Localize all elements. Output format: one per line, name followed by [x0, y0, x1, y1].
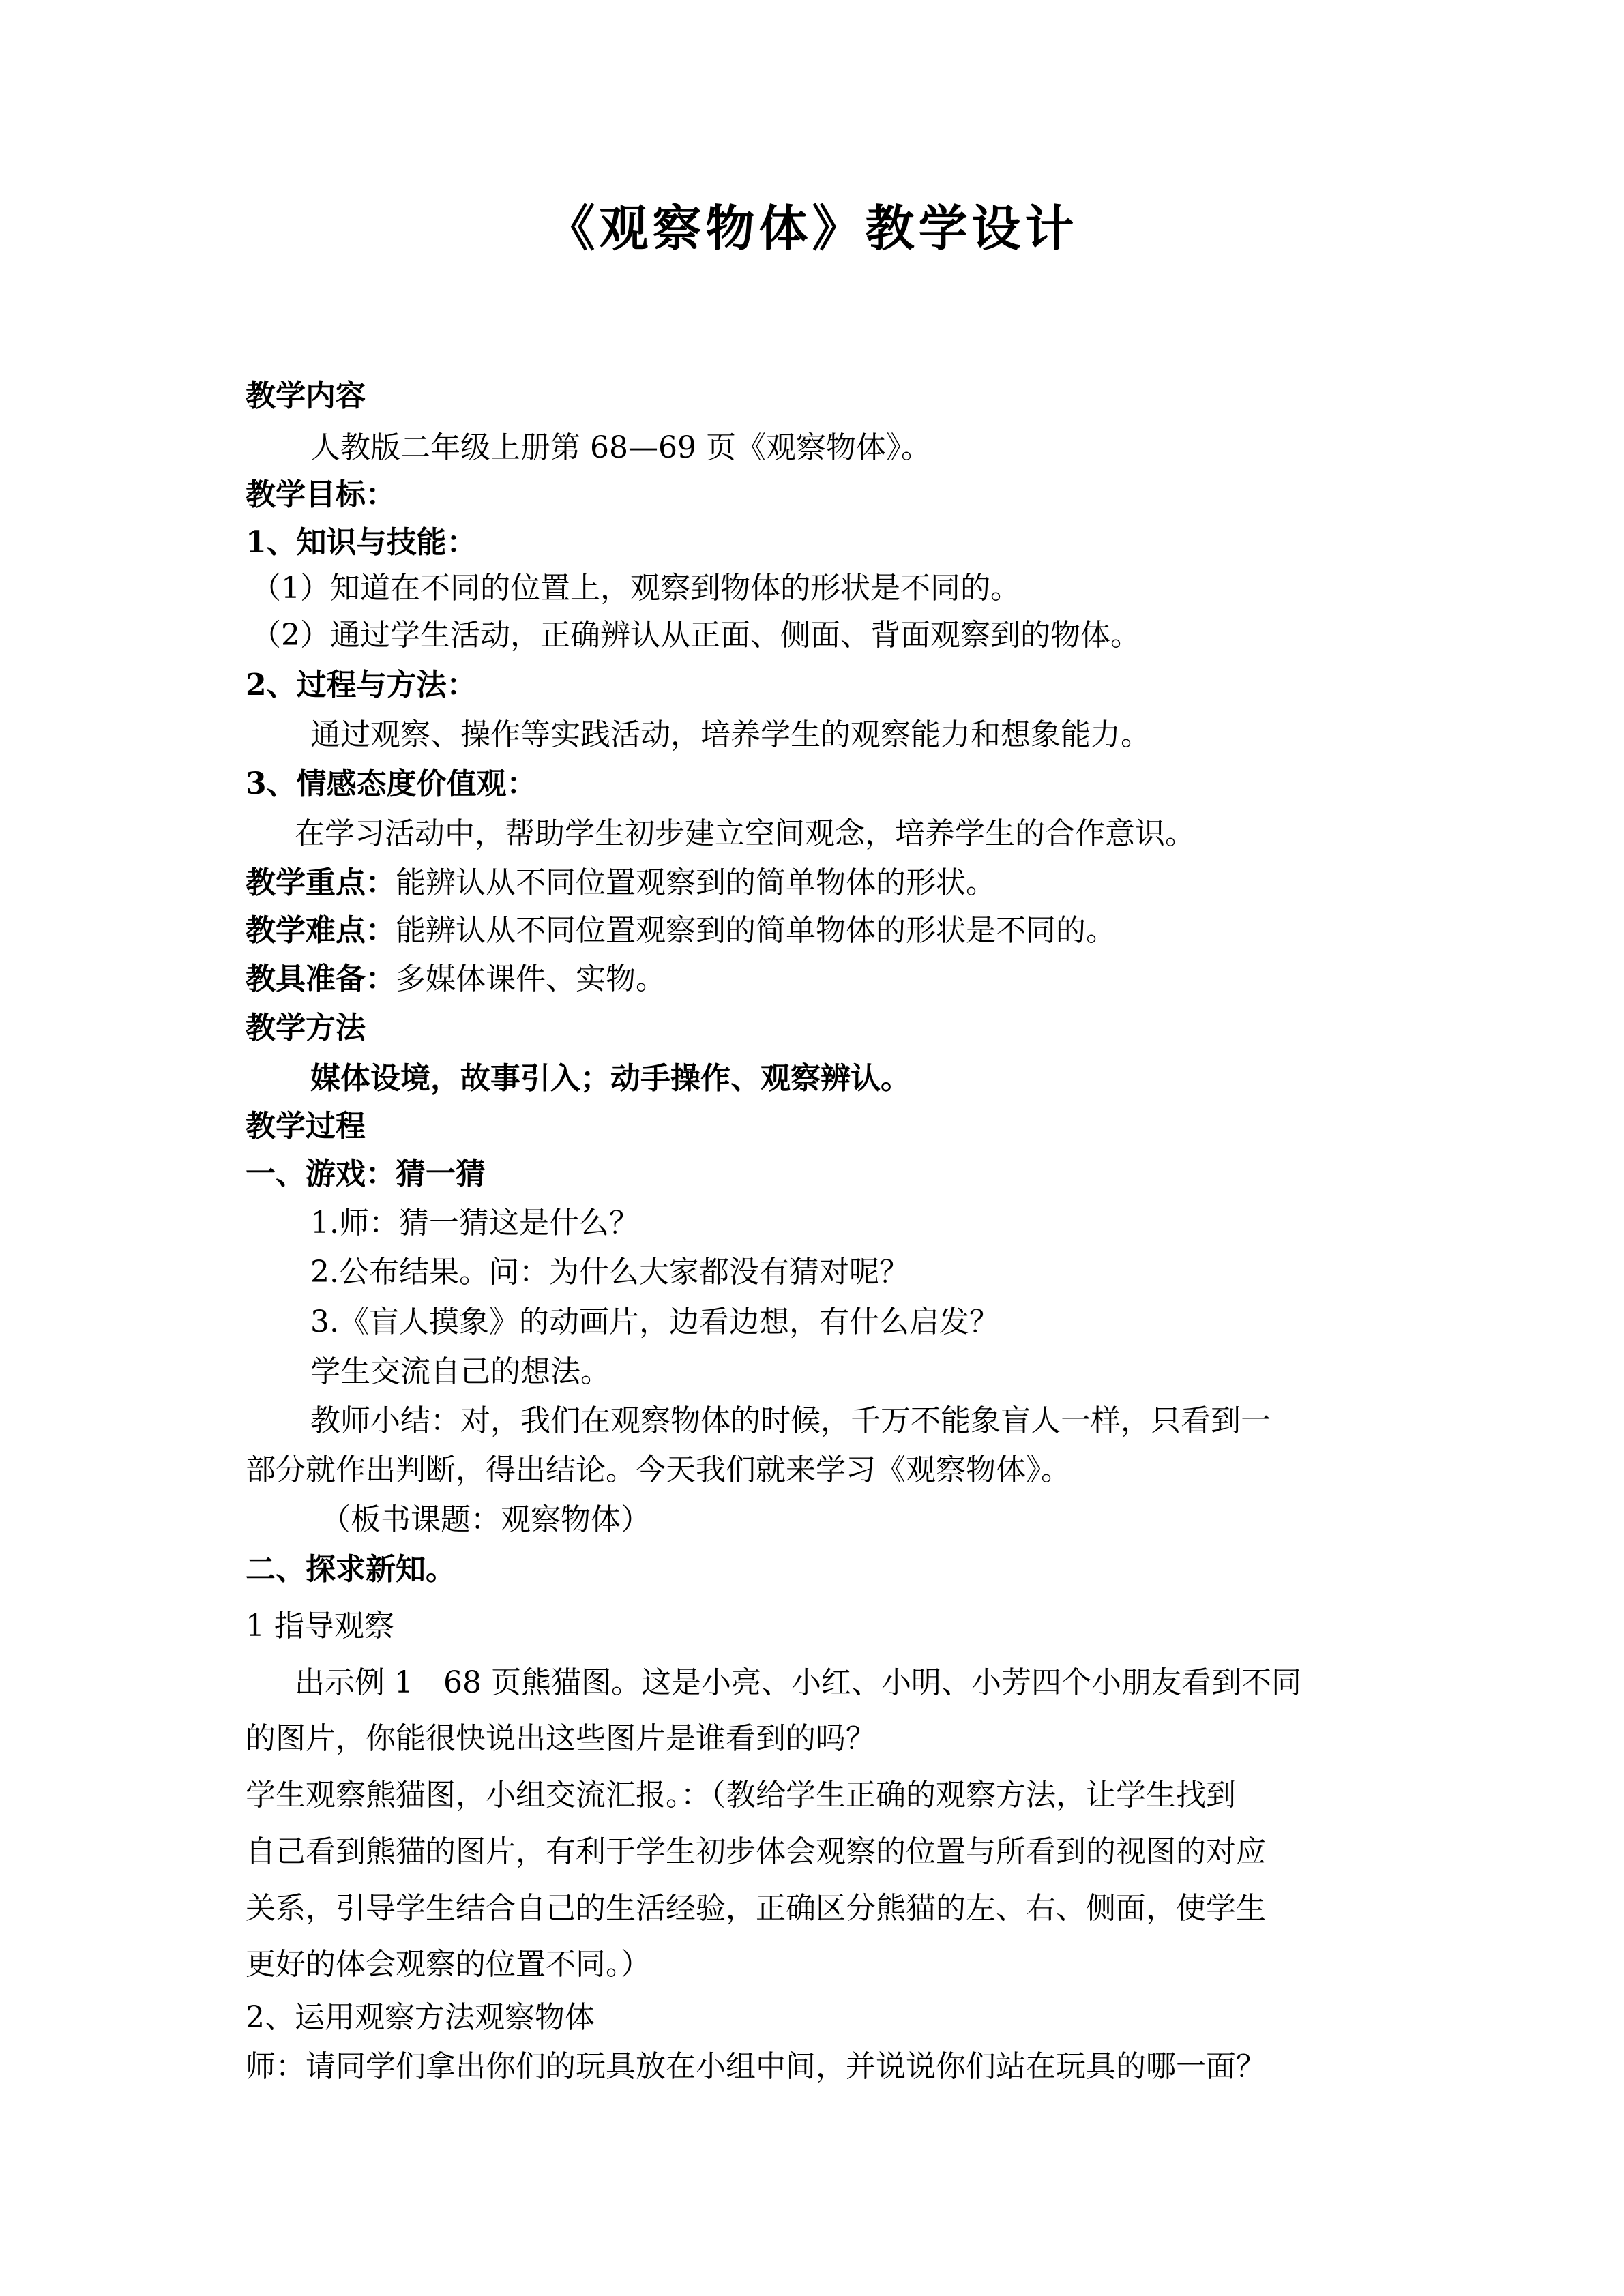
key-point-line: [246, 863, 996, 904]
section1-heading: 一、游戏：猜一猜: [246, 1157, 486, 1191]
s1-item3: 3.《盲人摸象》的动画片，边看边想，有什么启发？: [310, 1304, 999, 1339]
document-title: 《观察物体》教学设计: [546, 199, 1078, 257]
s1-item2: 2.公布结果。问：为什么大家都没有猜对呢？: [310, 1255, 909, 1289]
goal3-text: 在学习活动中，帮助学生初步建立空间观念，培养学生的合作意识。: [295, 816, 1195, 851]
s2-obs-line3: 关系，引导学生结合自己的生活经验，正确区分熊猫的左、右、侧面，使学生: [246, 1891, 1266, 1926]
s1-summary-line1: 教师小结：对，我们在观察物体的时候，千万不能象盲人一样，只看到一: [310, 1403, 1271, 1438]
s2-example-line1: 出示例 1 68 页熊猫图。这是小亮、小红、小明、小芳四个小朋友看到不同: [295, 1665, 1301, 1700]
s2-sub2: 2、运用观察方法观察物体: [246, 2000, 595, 2035]
process-heading: 教学过程: [246, 1109, 366, 1144]
s2-obs-line2: 自己看到熊猫的图片，有利于学生初步体会观察的位置与所看到的视图的对应: [246, 1834, 1266, 1869]
s2-teacher-question: 师：请同学们拿出你们的玩具放在小组中间，并说说你们站在玩具的哪一面？: [246, 2049, 1266, 2084]
s2-example-line2: 的图片，你能很快说出这些图片是谁看到的吗？: [246, 1721, 876, 1756]
method-heading: 教学方法: [246, 1011, 366, 1045]
s1-board-note: （板书课题：观察物体）: [321, 1502, 651, 1537]
s2-obs-line4: 更好的体会观察的位置不同。）: [246, 1947, 651, 1982]
content-heading: 教学内容: [246, 378, 366, 413]
tools-line: [246, 959, 666, 1000]
s1-item4: 学生交流自己的想法。: [310, 1354, 610, 1389]
goal3-heading: 3、情感态度价值观：: [246, 766, 537, 801]
tools-text: 多媒体课件、实物。: [396, 961, 666, 996]
difficulty-line: [246, 910, 1116, 951]
goal2-text: 通过观察、操作等实践活动，培养学生的观察能力和想象能力。: [310, 717, 1151, 752]
difficulty-label: 教学难点：: [246, 913, 396, 948]
key-point-text: 能辨认从不同位置观察到的简单物体的形状。: [396, 865, 996, 900]
key-point-label: 教学重点：: [246, 865, 396, 900]
goal1-heading: 1、知识与技能：: [246, 525, 477, 560]
content-text: 人教版二年级上册第 68—69 页《观察物体》。: [310, 430, 931, 465]
goals-heading: 教学目标：: [246, 477, 396, 512]
goal1-item1: （1）知道在不同的位置上，观察到物体的形状是不同的。: [251, 571, 1020, 606]
tools-label: 教具准备：: [246, 961, 396, 996]
s1-item1: 1.师：猜一猜这是什么？: [310, 1206, 639, 1240]
s1-summary-line2: 部分就作出判断，得出结论。今天我们就来学习《观察物体》。: [246, 1452, 1071, 1487]
section2-heading: 二、探求新知。: [246, 1552, 456, 1587]
goal2-heading: 2、过程与方法：: [246, 668, 477, 702]
goal1-item2: （2）通过学生活动，正确辨认从正面、侧面、背面观察到的物体。: [251, 618, 1140, 653]
difficulty-text: 能辨认从不同位置观察到的简单物体的形状是不同的。: [396, 913, 1116, 948]
s2-sub1: 1 指导观察: [246, 1609, 394, 1643]
method-text: 媒体设境，故事引入；动手操作、观察辨认。: [310, 1061, 911, 1096]
s2-obs-line1: 学生观察熊猫图，小组交流汇报。：（教给学生正确的观察方法，让学生找到: [246, 1778, 1236, 1813]
